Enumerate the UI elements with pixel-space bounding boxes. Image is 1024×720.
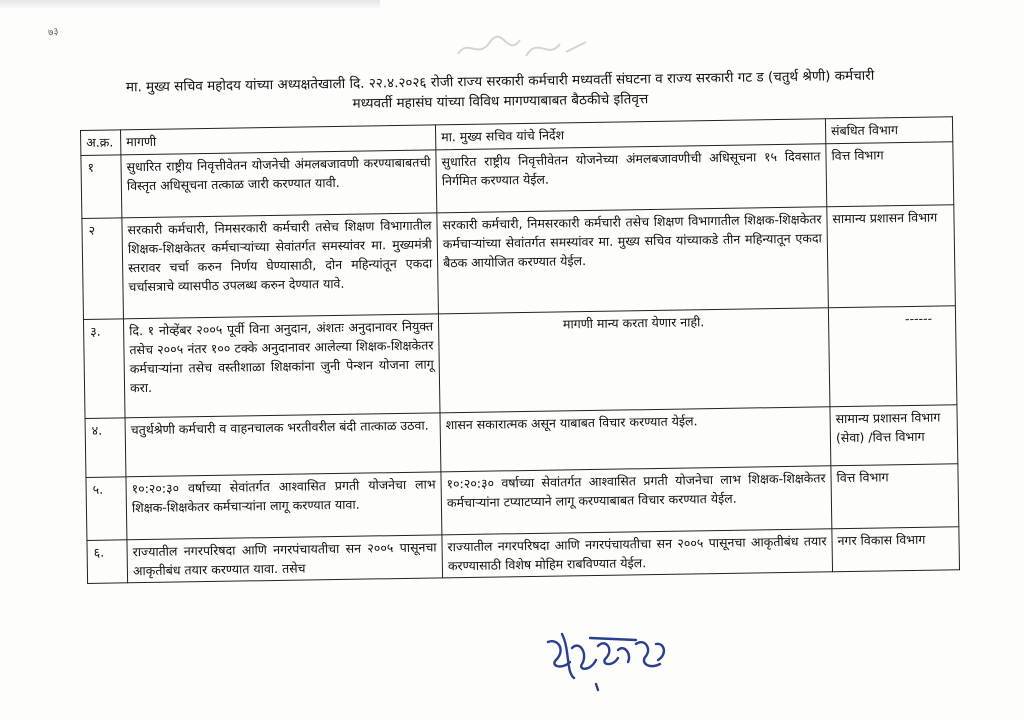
row-serial-no: ६. bbox=[87, 540, 128, 584]
faint-handwritten-mark bbox=[448, 30, 598, 66]
row-direction: राज्यातील नगरपरिषदा आणि नगरपंचायतीचा सन २००५ पासूनचा आकृतीबंध तयार करण्यासाठी विशेष मोहिम राबविण्यात येईल. bbox=[442, 529, 833, 578]
row-serial-no: ५. bbox=[86, 477, 127, 541]
title-line-2: मध्यवर्ती महासंघ यांच्या विविध मागण्याबाबत बैठकीचे इतिवृत्त bbox=[352, 91, 649, 112]
row-demand: १०:२०:३० वर्षाच्या सेवांतर्गत आश्वासित प्रगती योजनेचा लाभ शिक्षक-शिक्षकेतर कर्मचाऱ्यांना लागू करण्यात यावा. bbox=[126, 472, 442, 540]
handwritten-signature bbox=[540, 620, 680, 700]
header-demand: मागणी bbox=[121, 125, 436, 155]
title-line-1: मा. मुख्य सचिव महोदय यांच्या अध्यक्षतेखाली दि. २२.४.२०२६ रोजी राज्य सरकारी कर्मचारी मध्यवर्ती संघटना व राज्य सरकारी गट ड (चतुर्थ श्रेणी) कर्मचारी bbox=[125, 67, 875, 96]
row-demand: राज्यातील नगरपरिषदा आणि नगरपंचायतीचा सन २००५ पासूनचा आकृतीबंध तयार करण्यात यावा. तसेच bbox=[127, 535, 443, 583]
table-row bbox=[83, 306, 956, 419]
row-demand: सुधारित राष्ट्रीय निवृत्तीवेतन योजनेची अंमलबजावणी करण्याबाबतची विस्तृत अधिसूचना तत्काळ जारी करण्यात यावी. bbox=[121, 150, 437, 218]
row-department: ------ bbox=[904, 310, 933, 327]
row-serial-no: ४. bbox=[85, 418, 126, 478]
row-department: नगर विकास विभाग bbox=[832, 527, 960, 572]
row-serial-no: १ bbox=[81, 155, 122, 219]
row-department: सामान्य प्रशासन विभाग bbox=[827, 205, 956, 308]
row-direction: मागणी मान्य करता येणार नाही. bbox=[438, 308, 830, 413]
row-demand: चतुर्थश्रेणी कर्मचारी व वाहनचालक भरतीवरील बंदी तात्काळ उठवा. bbox=[125, 413, 441, 477]
row-department: वित्त विभाग bbox=[831, 464, 959, 529]
row-department-cell bbox=[828, 306, 957, 407]
table-row bbox=[82, 205, 955, 320]
row-demand: दि. १ नोव्हेंबर २००५ पूर्वी विना अनुदान, अंशतः अनुदानावर नियुक्त तसेच २००५ नंतर १०० टक्के अनुदानावर आलेल्या शिक्षक-शिक्षकेतर कर्मचाऱ्यांना तसेच वस्तीशाळा शिक्षकांना जुनी पेन्शन योजना लागू करा. bbox=[123, 314, 440, 418]
header-direction: मा. मुख्य सचिव यांचे निर्देश bbox=[435, 119, 825, 150]
row-direction: शासन सकारात्मक असून याबाबत विचार करण्यात येईल. bbox=[440, 407, 831, 472]
row-demand: सरकारी कर्मचारी, निमसरकारी कर्मचारी तसेच शिक्षण विभागातील शिक्षक-शिक्षकेतर कर्मचाऱ्यांच्या सेवांतर्गत समस्यांवर मा. मुख्यमंत्री स्तरावर चर्चा करुन निर्णय घेण्यासाठी, दोन महिन्यांतून एकदा चर्चासत्राचे व्यासपीठ उपलब्ध करुन देण्यात यावे. bbox=[122, 213, 439, 319]
row-department: सामान्य प्रशासन विभाग (सेवा) /वित्त विभाग bbox=[830, 405, 958, 466]
row-direction: १०:२०:३० वर्षाच्या सेवांतर्गत आश्वासित प्रगती योजनेचा लाभ शिक्षक-शिक्षकेतर कर्मचाऱ्यांना टप्याटप्याने लागू करण्याबाबत विचार करण्यात येईल. bbox=[441, 466, 832, 535]
demands-table bbox=[80, 116, 960, 584]
row-serial-no: २ bbox=[82, 218, 124, 320]
meeting-minutes-title bbox=[90, 65, 911, 118]
row-direction: सरकारी कर्मचारी, निमसरकारी कर्मचारी तसेच शिक्षण विभागातील शिक्षक-शिक्षकेतर कर्मचाऱ्यांच्या सेवांतर्गत समस्यांवर मा. मुख्य सचिव यांच्याकडे तीन महिन्यातून एकदा बैठक आयोजित करण्यात येईल. bbox=[437, 207, 829, 314]
row-direction: सुधारित राष्ट्रीय निवृत्तीवेतन योजनेच्या अंमलबजावणीची अधिसूचना १५ दिवसात निर्गमित करण्यात येईल. bbox=[436, 144, 827, 213]
row-department: वित्त विभाग bbox=[826, 142, 954, 207]
header-serial-no: अ.क्र. bbox=[81, 130, 121, 156]
header-department: संबधित विभाग bbox=[825, 117, 952, 144]
page-corner-mark: ७३ bbox=[47, 26, 60, 39]
row-serial-no: ३. bbox=[83, 319, 125, 419]
scan-edge bbox=[0, 0, 380, 8]
demands-table-container bbox=[80, 116, 959, 610]
